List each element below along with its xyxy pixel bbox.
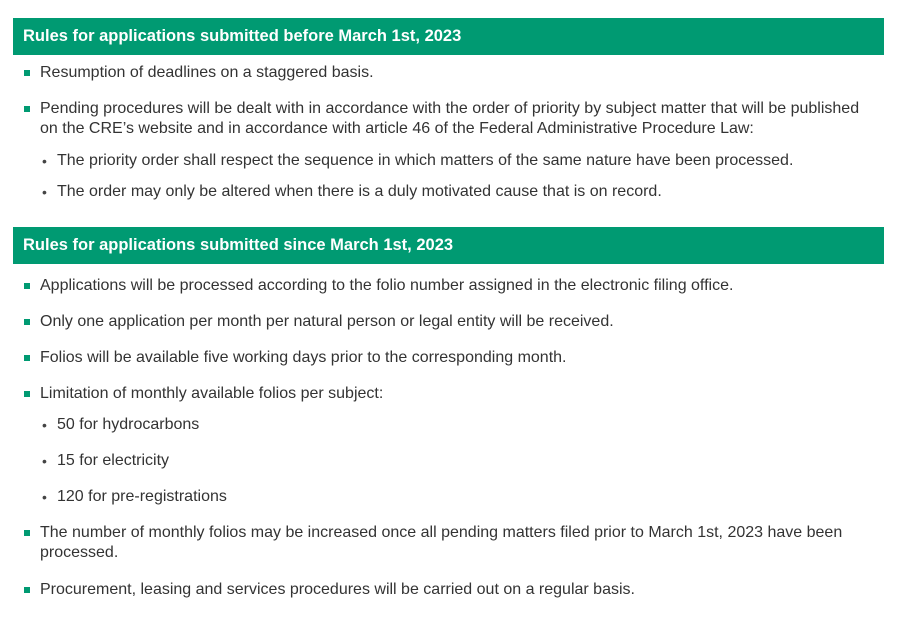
- square-bullet-icon: [24, 319, 30, 325]
- dot-bullet-icon: •: [42, 489, 47, 505]
- item-text: Folios will be available five working days prior to the corresponding month.: [40, 349, 567, 366]
- item-text: Pending procedures will be dealt with in accordance with the order of priority by subject matter that will be published on the CRE’s website and in accordance with article 46 of the Federal Administrative Procedure Law:: [40, 100, 860, 137]
- item-text: 120 for pre-registrations: [57, 488, 227, 505]
- item-text: Only one application per month per natural person or legal entity will be received.: [40, 313, 614, 330]
- square-bullet-icon: [24, 530, 30, 536]
- list-item: [40, 384, 870, 404]
- list-item: [40, 312, 870, 332]
- section-header-before: Rules for applications submitted before March 1st, 2023: [13, 18, 884, 55]
- sub-list-item: [42, 487, 887, 507]
- sub-list-item: [42, 182, 887, 202]
- item-text: The order may only be altered when there is a duly motivated cause that is on record.: [57, 183, 662, 200]
- list-item: [40, 348, 870, 368]
- item-text: Applications will be processed according to the folio number assigned in the electronic filing office.: [40, 277, 734, 294]
- list-item: [40, 99, 870, 139]
- list-item: [40, 523, 870, 563]
- square-bullet-icon: [24, 70, 30, 76]
- list-item: [40, 580, 870, 600]
- item-text: 15 for electricity: [57, 452, 170, 469]
- item-text: Resumption of deadlines on a staggered basis.: [40, 64, 374, 81]
- sub-list-item: [42, 151, 887, 171]
- item-text: 50 for hydrocarbons: [57, 416, 200, 433]
- dot-bullet-icon: •: [42, 153, 47, 169]
- list-item: [40, 63, 870, 83]
- item-text: The priority order shall respect the sequence in which matters of the same nature have been processed.: [57, 152, 794, 169]
- square-bullet-icon: [24, 391, 30, 397]
- square-bullet-icon: [24, 106, 30, 112]
- dot-bullet-icon: •: [42, 417, 47, 433]
- square-bullet-icon: [24, 355, 30, 361]
- dot-bullet-icon: •: [42, 184, 47, 200]
- square-bullet-icon: [24, 283, 30, 289]
- item-text: Procurement, leasing and services procedures will be carried out on a regular basis.: [40, 581, 635, 598]
- dot-bullet-icon: •: [42, 453, 47, 469]
- sub-list-item: [42, 415, 887, 435]
- list-item: [40, 276, 870, 296]
- item-text: Limitation of monthly available folios per subject:: [40, 385, 384, 402]
- square-bullet-icon: [24, 587, 30, 593]
- item-text: The number of monthly folios may be increased once all pending matters filed prior to March 1st, 2023 have been processed.: [40, 524, 843, 561]
- sub-list-item: [42, 451, 887, 471]
- section-header-since: Rules for applications submitted since March 1st, 2023: [13, 227, 884, 264]
